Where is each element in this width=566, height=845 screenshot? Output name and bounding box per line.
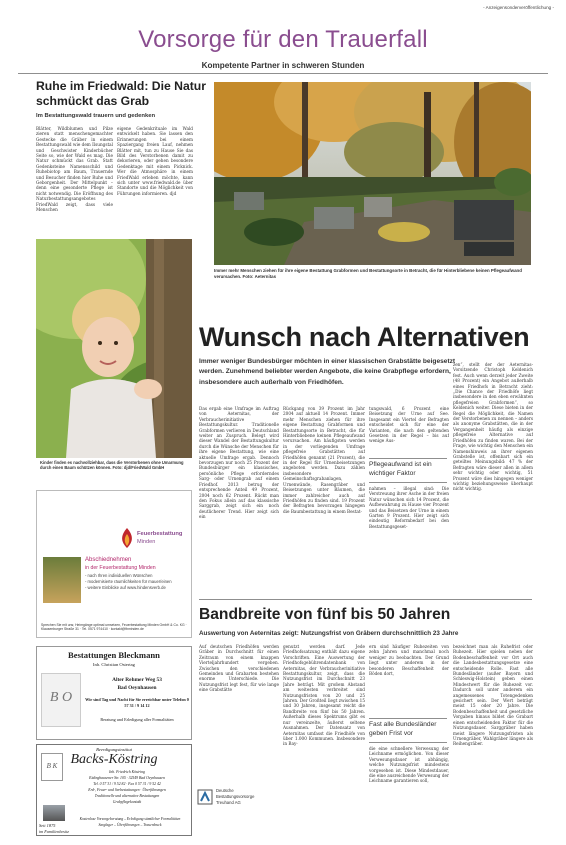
treuhand-line-3: Treuhand AG	[216, 800, 241, 805]
ad3-line-2: Eidinghausener Str. 105 · 32549 Bad Oeynhausen	[89, 776, 165, 780]
page-title: Vorsorge für den Trauerfall	[138, 26, 428, 53]
header-tag: - Anzeigensonderveröffentlichung -	[483, 5, 554, 10]
ad1-line-2: in der Feuerbestattung Minden	[85, 565, 156, 571]
article2-column-2: Rückgang von 39 Prozent im Jahr 2004 auf aktuell 14 Prozent. Immer mehr Menschen ziehen für ihre eigene Bestattung Grabformen und Bestattungsorte in Betracht, die für Hinterbliebene keinen Pflegeaufwand verursachen. Am häufigsten werden in der vorliegenden Umfrage pflegefreie Grabstätten auf Friedhöfen genannt (21 Prozent), die in der Regel für Urnenbeisetzungen angeboten werden. Dazu zählen insbesondere Gemeinschaftsgrabanlagen, Urnenwände, Rasengräber und Beisetzungen unter Bäumen, die immer zahlreicher auch auf Friedhöfen zu finden sind. 19 Prozent der Befragten bevorzugen hingegen die Baumbestattung in einem Bestat-	[283, 406, 365, 514]
ad1-brand-1: Feuerbestattung	[137, 531, 183, 537]
treuhand-line-2: Bestattungsvorsorge	[216, 794, 255, 799]
cemetery-photo	[214, 82, 531, 265]
pullquote-rule-top	[369, 458, 447, 459]
article3-column-4: bezeichnet man als Ruhefrist oder Ruhezeit. Hier spielen neben der Bodenbeschaffenheit vor Ort auch die Landesbestattungsgesetze eine entscheidende Rolle. Fast alle Bundesländer (außer Bayern und Schleswig-Holstein) geben einen Mindestwert für die Ruhezeit vor. Dadurch soll unter anderem ein angemessenes Totengedenken gesichert sein. Der Wert beträgt meist 15 oder 20 Jahre. Die Bodenbeschaffenheit und gesetzliche Vorgaben hinaus bildet die Grabart einen entscheidenden Faktor für die Nutzungsdauer. Sarggräber haben meist längere Nutzungsfristen als Urnengräber, Wahlgräber längere als Reihengräber.	[453, 644, 533, 747]
ad2-monogram: B O	[49, 690, 73, 705]
ad-feuerbestattung	[36, 490, 192, 638]
child-photo-caption: Kinder finden es nachvollziehbar, dass die Verstorbenen ohne Umarmung durch einen Baum schützen können. Foto: djd/FriedWald GmbH	[40, 460, 184, 471]
article3-pullquote: Fast alle Bundesländer geben Frist vor	[369, 721, 437, 737]
pullquote-rule-bottom	[369, 482, 447, 483]
article2-column-3b: nahmen – illegal sind: Die Verstreuung ihrer Asche in der freien Natur wünschen sich 14 Prozent, die Aufbewahrung zu Hause vier Prozent und das Beisetzen der Urne in einem Garten 9 Prozent. Hier zeigt sich eindeutig Reformbedarf bei den Bestattungsgeset-	[369, 486, 449, 529]
ad3-bottom-1: Kostenlose Vorsorgeberatung – Erledigung sämtlicher Formalitäten	[79, 817, 181, 821]
ad3-line-5: Traditionelle und alternative Bestattungen	[94, 794, 160, 798]
cemetery-photo-image	[214, 82, 531, 265]
ad1-line-3: - nach Ihren individuellen Wünschen	[85, 573, 153, 578]
ad3-line-3: Tel. 0 57 31 / 9 52 82 · Fax 0 57 31 / 9 52 42	[93, 782, 161, 786]
article2-title: Wunsch nach Alternativen	[199, 322, 530, 352]
ad2-address-2: Bad Oeynhausen	[117, 685, 157, 691]
ad1-line-1: Abschiednehmen	[85, 557, 132, 563]
child-photo	[36, 239, 192, 458]
ad2-service: Wir sind Tag und Nacht für Sie erreichbar unter Telefon 0 57 31 / 9 14 12	[85, 697, 189, 708]
page-subtitle: Kompetente Partner in schweren Stunden	[201, 61, 365, 70]
child-photo-image	[36, 239, 192, 458]
ad3-since: Seit 1875	[39, 823, 56, 828]
ad2-footer: Beratung und Erledigung aller Formalitäten	[100, 717, 174, 722]
article3-title: Bandbreite von fünf bis 50 Jahren	[199, 606, 451, 623]
article3-subhead: Auswertung von Aeternitas zeigt: Nutzungsfrist von Gräbern durchschnittlich 23 Jahre	[199, 630, 459, 637]
ad1-line-5: - weitere Einblicke auf www.hindensverb.de	[85, 585, 166, 590]
ad1-footer: Sprechen Sie mit uns; Heimgänge optimal umsetzen, Feuerbestattung Minden GmbH & Co. KG · Klausenburger Straße 31 · Tel. 0571 974410 · kontakt@fbminden.de	[41, 623, 187, 632]
ad1-line-4: - modernisierte räumlichkeiten für mauer/einen	[85, 579, 172, 584]
ad2-address-1: Alter Rehmer Weg 53	[112, 677, 162, 683]
ad2-title: Bestattungen Bleckmann	[68, 650, 160, 660]
ad1-brand-2: Minden	[137, 539, 156, 545]
header-rule	[18, 73, 548, 74]
article2-column-1: Das ergab eine Umfrage im Auftrag von Aeternitas, der Verbraucherinitiative Bestattungskultur. Traditionelle Grabformen verlieren in Deutschland weiter an Zuspruch. Belegt wird dieser Wandel der Bestattungskultur durch die Wünsche der Menschen für ihre eigene Bestattung, wie eine aktuelle Umfrage ergab. Dennoch bevorzugen nur noch 25 Prozent der Bundesbürger ein klassisches, persönliche Pflege erforderndes Sarg- oder Urnengrab auf einem Friedhof. 2013 betrug der entsprechende Anteil 49 Prozent, 2004 noch 62 Prozent. Rückt man den Fokus allein auf das klassische Sarggrab, zeigt sich ein noch deutlicherer Trend. Hier zeigt sich ein	[199, 406, 279, 520]
ad2-monogram-box	[41, 673, 81, 727]
treuhand-logo-icon	[197, 789, 213, 805]
article3-column-1: Auf deutschen Friedhöfen werden Gräber in Durchschnitt für einen Zeitraum von einem knappen Vierteljahrhundert vergeben. Zwischen den verschiedenen Gemeinden und Grabarten bestehen enorme Unterschiede. Die Nutzungsfrist legt fest, für wie lange eine Grabstätte	[199, 644, 279, 693]
ad2-owner: Inh. Christian Ostertag	[93, 662, 135, 667]
ad3-line-6: Grabpflegekontakt	[112, 800, 142, 804]
ad3-monogram: B K	[46, 762, 58, 770]
article1-subhead: Im Bestattungswald trauern und gedenken	[36, 113, 156, 119]
pullquote2-rule-bottom	[369, 742, 447, 743]
article1-column-2: eigene Gedenkrituale im Wald entwickelt haben. Sie lassen den Erinnerungen bei einem Spaziergang freien Lauf, nehmen Blätter mit, tun zu Hause Sie das Bild des Verstorbenen damit zu dekorieren, oder gehen besondere Gedenktage mit einem Picknick. Wer die Atmosphäre in einem FriedWald erleben möchte, kann sich unter www.friedwald.de über Standorte und die Möglichkeit von Führungen informieren. djd	[117, 126, 193, 196]
article2-lead: Immer weniger Bundesbürger möchten in einer klassischen Grabstätte beigesetzt werden. Zunehmend beliebter werden Angebote, die keine Grabpflege erfordern, insbesondere auch außerhalb von Friedhöfen.	[199, 358, 456, 386]
pullquote2-rule-top	[369, 718, 447, 719]
article1-title: Ruhe im Friedwald: Die Natur schmückt das Grab	[36, 79, 206, 108]
ad3-title: Backs-Köstring	[70, 752, 158, 767]
ad-bleckmann	[36, 646, 192, 740]
article3-column-3b: die eine schnellere Verwesung der Leichname ermöglichen. Von dieser Verwesungsdauer ist abhängig, welche Nutzungsfrist mindestens vorgesehen ist. Diese Mindestdauer, die eine ausreichende Verwesung der Leichname garantieren soll,	[369, 746, 449, 784]
treuhand-badge	[197, 786, 253, 810]
ad-backs-koestring	[36, 744, 192, 836]
ad3-family: im Familienbesitz	[39, 829, 69, 834]
treuhand-line-1: Deutsche	[216, 788, 234, 793]
section-rule	[199, 599, 532, 600]
article2-column-4: zen“, stellt der der Aeternitas-Vorsitzende Christoph Keldenich fest. Auch wenn derzeit jeder Zweite (48 Prozent) ein Angebot außerhalb eines Friedhofs in Betracht zieht: „Die Chance der Friedhöfe liegt insbesondere in den eben erwähnten pflegefreien Grabformen“, so Keldenich weiter. Diese bieten in der Regel die Möglichkeit, die Namen der Verstorbenen zu nennen – anders als anonyme Grabstätten, die in der Vergangenheit häufig als einzige pflegefreie Alternative auf Friedhöfen zu finden waren. Bei der Frage, wie wichtig den Menschen ein Namenshinweis an ihrer eigenen Grabstelle ist, offenbart sich ein geteiltes Meinungsbild: 47 % der Befragten wäre dieser allen in allem sehr wichtig oder wichtig, 51 Prozent wäre dies hingegen weniger wichtig beziehungsweise überhaupt nicht wichtig.	[453, 362, 533, 492]
article3-column-2: genutzt werden darf. Jede Friedhofssatzung enthält dazu eigene Vorschriften. Eine Auswertung der Friedhofsgebührendatenbank von Aeternitas, der Verbraucherinitiative Bestattungskultur, zeigt, dass die Nutzungsfrist im Durchschnitt 23 Jahre beträgt. Mit großem Abstand am weitesten verbreitet sind Nutzungsfristen von 20 und 25 Jahren. Der Großteil liegt zwischen 15 und 30 Jahren, insgesamt reicht die Bandbreite von fünf bis 50 Jahren. Außerhalb dieses Spektrums gibt es nur vereinzelte, äußerst seltene Ausnahmen. Der Datensatz von Aeternitas umfasst die Friedhöfe von über 1.000 Kommunen. Insbesondere in Bay-	[283, 644, 365, 747]
flame-logo-icon	[119, 527, 135, 549]
ad3-tag: Beerdigungsinstitut	[96, 747, 132, 752]
ad1-photo	[43, 557, 81, 603]
article2-pullquote: Pflegeaufwand ist ein wichtiger Faktor	[369, 461, 432, 477]
article1-column-1: Blätter, Wildblumen und Pilze zieren statt menschengemachter Gestecke die Gräber in einem Bestattungswald wie dem Ilsungstal und Geschwister Kinderbücher Seite so, wie der Wald es mag. Die Natur schmückt das Grab. Statt Gedenksteine Namensschild und Ruhebiotop am Baum, Trauernde und Besucher finden hier Ruhe und Geborgenheit. Der Mittelpunkt – denn eine gesonderte Pflege ist nicht notwendig. Die Eröffnung des Naturbestattungsangebotes FriedWald zeigt, dass viele Menschen	[36, 126, 113, 213]
article2-column-3a: tungswald, 6 Prozent eine Beisetzung der Urne auf See. Insgesamt ein Viertel der Befragten entscheidet sich für eine der Varianten, die nach den geltenden Gesetzen in der Regel – bis auf wenige Aus-	[369, 406, 449, 444]
ad3-photo	[43, 805, 65, 821]
ad3-bottom-2: Sarglager – Überführungen – Trauerdruck	[98, 823, 162, 827]
ad3-line-4: Erd-, Feuer- und Seebestattungen · Überführungen	[88, 788, 166, 792]
cemetery-photo-caption: Immer mehr Menschen ziehen für ihre eigene Bestattung Grabformen und Bestattungsorte in Betracht, die für Hinterbliebene keinen Pflegeaufwand verursachen. Foto: Aeternitas	[214, 268, 522, 279]
ad3-line-1: Inh. Friedrich Köstring	[109, 770, 145, 774]
article3-column-3a: ern sind häufiger Ruhezeiten von zehn Jahren und manchmal noch weniger zu beobachten. Der Grund liegt unter anderem in der besonderen Beschaffenheit der Böden dort,	[369, 644, 449, 677]
